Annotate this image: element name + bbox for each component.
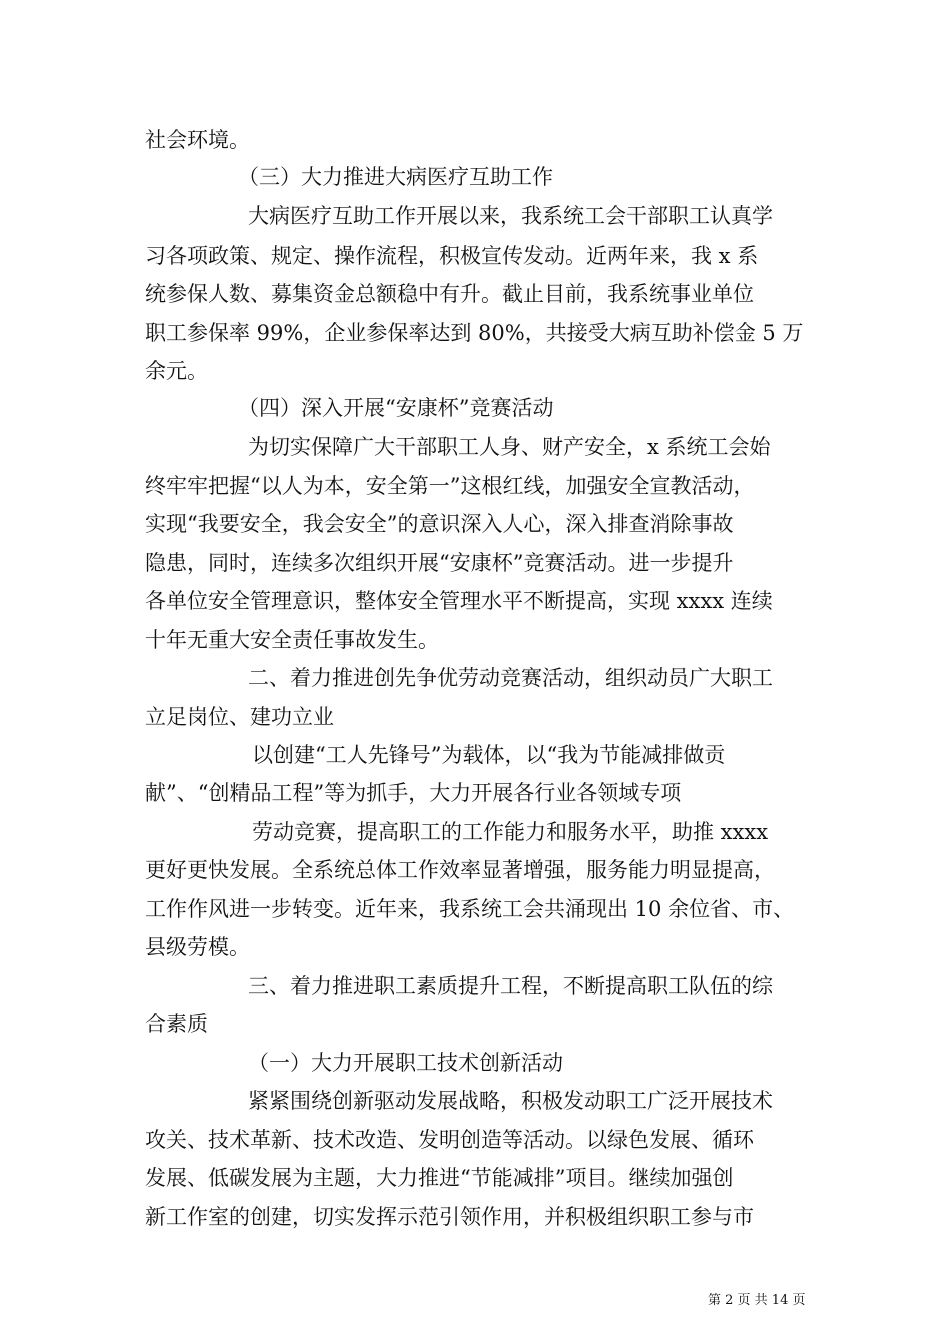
body-text-line: 终牢牢把握“以人为本，安全第一”这根红线，加强安全宣教活动， [145, 474, 755, 498]
section-heading: （一）大力开展职工技术创新活动 [248, 1051, 563, 1075]
body-text-line: 大病医疗互助工作开展以来，我系统工会干部职工认真学 [248, 204, 773, 228]
section-heading: （三）大力推进大病医疗互助工作 [238, 165, 553, 189]
section-heading: （四）深入开展“安康杯”竞赛活动 [238, 396, 554, 420]
section-heading: 立足岗位、建功立业 [145, 705, 334, 729]
body-text-line: 为切实保障广大干部职工人身、财产安全，x 系统工会始 [248, 435, 771, 459]
section-heading: 合素质 [145, 1012, 208, 1036]
body-text-line: 统参保人数、募集资金总额稳中有升。截止目前，我系统事业单位 [145, 282, 754, 306]
section-heading: 三、着力推进职工素质提升工程，不断提高职工队伍的综 [248, 974, 773, 998]
body-text-line: 发展、低碳发展为主题，大力推进“节能减排”项目。继续加强创 [145, 1166, 734, 1190]
body-text-line: 县级劳模。 [145, 935, 250, 959]
section-heading: 二、着力推进创先争优劳动竞赛活动，组织动员广大职工 [248, 666, 773, 690]
body-text-line: 劳动竞赛，提高职工的工作能力和服务水平，助推 xxxx [252, 820, 769, 844]
body-text-line: 十年无重大安全责任事故发生。 [145, 628, 439, 652]
body-text-line: 隐患，同时，连续多次组织开展“安康杯”竞赛活动。进一步提升 [145, 551, 734, 575]
body-text-line: 习各项政策、规定、操作流程，积极宣传发动。近两年来，我 x 系 [145, 244, 759, 268]
body-text-line: 实现“我要安全，我会安全”的意识深入人心，深入排查消除事故 [145, 512, 734, 536]
body-text-line: 社会环境。 [145, 128, 250, 152]
body-text-line: 工作作风进一步转变。近年来，我系统工会共涌现出 10 余位省、市、 [145, 897, 795, 921]
body-text-line: 以创建“工人先锋号”为载体，以“我为节能减排做贡 [252, 743, 726, 767]
body-text-line: 紧紧围绕创新驱动发展战略，积极发动职工广泛开展技术 [248, 1089, 773, 1113]
page-number-footer: 第 2 页 共 14 页 [708, 1293, 806, 1308]
body-text-line: 攻关、技术革新、技术改造、发明创造等活动。以绿色发展、循环 [145, 1128, 754, 1152]
body-text-line: 更好更快发展。全系统总体工作效率显著增强，服务能力明显提高， [145, 858, 775, 882]
body-text-line: 各单位安全管理意识，整体安全管理水平不断提高，实现 xxxx 连续 [145, 589, 773, 613]
body-text-line: 余元。 [145, 359, 208, 383]
body-text-line: 职工参保率 99%，企业参保率达到 80%，共接受大病互助补偿金 5 万 [145, 321, 804, 345]
body-text-line: 献”、“创精品工程”等为抓手，大力开展各行业各领域专项 [145, 781, 682, 805]
body-text-line: 新工作室的创建，切实发挥示范引领作用，并积极组织职工参与市 [145, 1205, 754, 1229]
